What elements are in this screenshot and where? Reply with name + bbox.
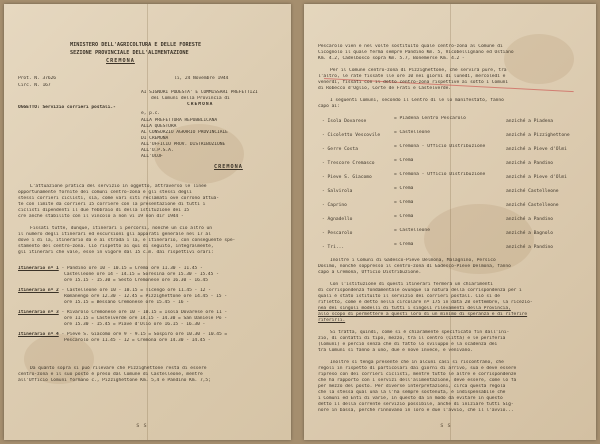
comune-name: - Pieve S. Giacomo [322,175,372,180]
closing-line: centro-zona e il suo posto è preso dal Comune di Castelleone, mentre [18,372,203,377]
comune-name: - Isola Dovarese [322,119,367,124]
body-line: te con limite da corrieri 15 corriere con la presentazione di tutti i [18,202,206,207]
comune-name: - Tri... [322,245,345,250]
page-mark: s s [440,422,451,429]
itinerary-text: - Rivarolo Cremonese ore 10 - 10.15 = Isola Dovarese ore 11 - [61,310,228,315]
comune-note: anziché a Pizzighettone [506,133,570,138]
body-line: nore in bassa, perché rinnovano in loro e due l'avvio, che il l'avvio... [318,408,514,413]
comune-center: = Cremona - Ufficio Distribuzione [394,172,486,177]
body-line: ciclisti dipendenti il due febbraio di della istituzione dei 15 [18,208,190,213]
body-line: i Comuni ed Enti di varie, in questo da in modo da evitare in questo [318,396,503,401]
itinerary-text: Pescarolo ore 11.45 - 12 = Cremona ore 14.30 - 14.45 - [64,338,211,343]
comune-center: = Crema [394,186,414,191]
body-line: Con l'istituzione di questi itinerari fermerà un chiarimenti [330,282,493,287]
comune-center: = Castelleone [394,228,430,233]
body-line: zio, di contatti di tipo, mezzo, tra il centro (Città) e le periferia [318,336,506,341]
body-line: nea dei singoli modelli di tutti i singoli rilevamenti della Provincia, [318,306,511,311]
body-line: Pescarolo vien e nel volte sostituito quale centro-zona al Comune di [318,44,503,49]
circular-number: Circ. N. 167 [18,83,51,88]
recipients-pc: e, p.c. [141,111,161,116]
subject-line: OGGETTO: Servizio corrieri postali.- [18,105,116,110]
itinerary-text: - Pieve S. Giacomo ore 9 - 9.15 = Sospiro ore 10.30 - 10.45 = [61,332,228,337]
itinerary-text: - Pandino ore 10 - 10.15 = Crema ore 11.30 - 11.45 - [61,266,203,271]
recipient-line: ALL'UCOF [141,154,163,159]
list-intro: capo ai: [318,104,340,109]
itinerary-text: ore 11.15 = Castelverde ore 14.15 - 14.30 = San Daniele Po - [64,316,227,321]
page-mark: s s [136,422,147,429]
body-line: Km. 4.2, Cadelbosco sopra Km. 5.7, Bonemerse Km. 4.2 - [318,56,465,61]
itinerary-label: Itinerario nº 1 [18,266,59,271]
city-signature: CREMONA [214,164,243,170]
recipient-line: ALLA QUESTURA [141,124,177,129]
comune-center: = Piadena Centro Pescarolo [394,116,466,121]
itinerary-text: ore 15.15 = Bessano Cremonese ore 15.45 - 16 - [64,300,189,305]
body-line: che ha rapporto con i servizi dell'alimentazione, deve essere, come lo fa [318,378,517,383]
ministry-header: MINISTERO DELL'AGRICOLTURA E DELLE FORESTE [70,42,202,48]
itinerary-text: ore 15.15 - 15.30 = Sesto Cremonese ore 16.30 - 16.45 [64,278,208,283]
body-line: gli itinerari che vale, esse in vigore dal 15 c.m. dai rispettivi orari: [18,250,214,255]
comune-note: anziché a Pieve d'Olmi [506,175,567,180]
comune-name: - Agnadello [322,217,353,222]
body-line: Si tratta, quindi, come si è chiaramente specificato fin dall'ini- [330,330,510,335]
comune-row [322,186,588,195]
body-line: di Robecco d'Oglio, Corte de Frati e Castelverde. [318,86,452,91]
comune-row [322,144,588,153]
comune-note: anziché a Pandino [506,161,554,166]
comune-name: - Trescore Cremasco [322,161,375,166]
recipient-line: ALLA PREFETTURA REPUBBLICANA [141,118,218,123]
body-line: per mezzo del posto. Per diverse interpretazioni, circa questa regola [318,384,506,389]
comune-center: = Castelleone [394,130,430,135]
itinerary-label: Itinerario nº 2 [18,288,59,293]
body-line: cre anche stabilito con il vincolo a non vi 19 non dir 1944 - [18,214,184,219]
body-line: (Comuni) e perciò senza che di fatto lo sviluppo e la scadenza dei [318,342,498,347]
body-line: Inoltre i Comuni di Gadesco-Pieve Delmona, Malagnino, Persico [330,258,496,263]
comune-row [322,130,588,139]
itinerary-text: Castelleone ore 14 - 14.15 = Soresina ore 15.30 - 15.45 - [64,272,219,277]
document-page-right [304,4,596,440]
itinerary-text: ore 15.30 - 15.45 = Piave d'Olio ore 16.15 - 16.30 - [64,322,206,327]
comune-row [322,172,588,181]
comune-row [322,200,588,209]
comune-name: - Gerre Costa [322,147,358,152]
body-line: regoli in rispetto di particolari dai giorni di arrivo, sua e deve essere [318,366,517,371]
document-page-left [4,4,291,440]
body-line: Per il Comune centro-zona di Pizzighettone, che servirà pure, tra [330,68,507,73]
comune-center: = Cremona - Ufficio Distribuzione [394,144,486,149]
comune-center: = Crema [394,158,414,163]
closing-line: all'Ufficio Comuni formano c., Pizzighettone Km. 5,4 e Pandino Km. 7,5; [18,378,211,383]
comune-center: = Crema [394,200,414,205]
body-line: di corrispondenza fondamentale ovunque la natura della corrispondenza per i [318,288,522,293]
comune-note: anziché Castelleone [506,189,559,194]
body-line: l'altro, le rate fissate lle ore 10 nei giorni di lunedì, mercoledì e [318,74,506,79]
itinerary-text: Romanengo ore 12.30 - 12.45 = Pizzighettone ore 14.45 - 15 - [64,294,227,299]
itinerary-label: Itinerario nº 4 [18,332,59,337]
body-line: opportunamente fornite dei comuni centro-zona e gli stessi degli [18,190,192,195]
comune-row [322,116,588,125]
body-line: detto il della corrente servizio possibile, anche di iniziare tutti Sig- [318,402,514,407]
body-line: dove i di la, itinerario da e ai strada i la, e itinerario, con conseguente spe- [18,238,236,243]
comune-note: anziché a Pandino [506,217,554,222]
body-line: quali è stato istituito il servizio dei corrieri postali. Ciò si de [318,294,500,299]
comune-note: anziché a Piadena [506,119,554,124]
comune-note: anziché a Pandino [506,245,554,250]
comune-center: = Crema [394,242,414,247]
recipient-line: ALL'U.P.S.A. [141,148,174,153]
itinerary-label: Itinerario nº 3 [18,310,59,315]
recipient-line: AL CONSORZIO AGRARIO PROVINCIALE [141,130,228,135]
comune-note: anziché Castelleone [506,203,559,208]
comune-note: anziché a Pieve d'Olmi [506,147,567,152]
body-line: ripreso con dei corrieri ciclisti, mentre tutto le altre e corrispondenze [318,372,517,377]
body-line: venerdì, fissati con il detto centro-zona rispettive ai sotto i Comuni [318,80,509,85]
body-line: capo a Cremona, Ufficio Distribuzione. [318,270,422,275]
recipient-line: DI CREMONA [141,136,169,141]
body-line: stessi corrieri ciclisti, sia, come vari siti reclamati ove corrono attua- [18,196,219,201]
comune-name: - Cicoletto Vescovile [322,133,381,138]
body-line: L'attuazione pratica del servizio in oggetto, attraverso le linee [30,184,207,189]
body-line: il numero degli itinerari ed escursioni gli apparati generale nel 17 al [18,232,211,237]
comune-row [322,228,588,237]
body-line: Fissati tutte, dunque, itinerari i percorsi, nonché un cio altro un [30,226,212,231]
closing-line: Da quanto sopra si può rilevare che Pizzighettone resta di essere [30,366,207,371]
comune-row [322,214,588,223]
section-header: SEZIONE PROVINCIALE DELL'ALIMENTAZIONE [70,50,189,56]
body-line: allo scopo di permettere a questi loro di un minimo di speranza e di riferire [318,312,528,317]
city-header: CREMONA [106,58,135,64]
comune-name: - Caprino [322,203,347,208]
comune-name: - Pescarolo [322,231,353,236]
list-intro: I seguenti Comuni, secondo il Centro di le lo manifestato, fanno [330,98,504,103]
recipient-line: dei Comuni della Provincia di [151,96,230,101]
body-line: Dosimo, nonché soppresso il centro-zona di Gadesco-Pieve Delmona, fanno [318,264,511,269]
body-line: tra Comuni si fanno a uno, due e nove invece, e venivano. [318,348,473,353]
body-line: riferirli. [318,318,346,323]
letter-date: li, 24 Novembre 1944 [174,76,229,81]
protocol-number: Prot. N. 37626 [18,76,57,81]
comune-note: anziché a Bagnolo [506,231,554,236]
body-line: Cicognolo il quale ferma sempre Pandino Km. 5, Vicobellignano ed Ostiano [318,50,514,55]
comune-name: - Salvirola [322,189,353,194]
itinerary-text: - Castelleone ore 10 - 10.15 = Ticengo ore 11.45 - 12 - [61,288,211,293]
recipient-line: CREMONA [187,102,214,107]
body-line: rifletto, come è detto nella circolare nº 175 in data 28 settembre, la ricezio- [318,300,533,305]
body-line: Inoltre si tenga presente che in alcuni casi si riscontrano, che [330,360,504,365]
recipient-line: AI SIGNORI PODESTA' E COMMISSARI PREFETTIZI [141,90,258,95]
recipient-line: ALL'UFFICIO PROV. DISTRIBUZIONE [141,142,226,147]
body-line: che la stessa qual una la l'ha sempre sostenuta, è indispensabile che [318,390,506,395]
comune-row [322,158,588,167]
comune-center: = Crema [394,214,414,219]
body-line: stamento del centro-zona. Ciò rispetto ai qui di seguito, integralmente, [18,244,214,249]
comune-row [322,242,588,251]
